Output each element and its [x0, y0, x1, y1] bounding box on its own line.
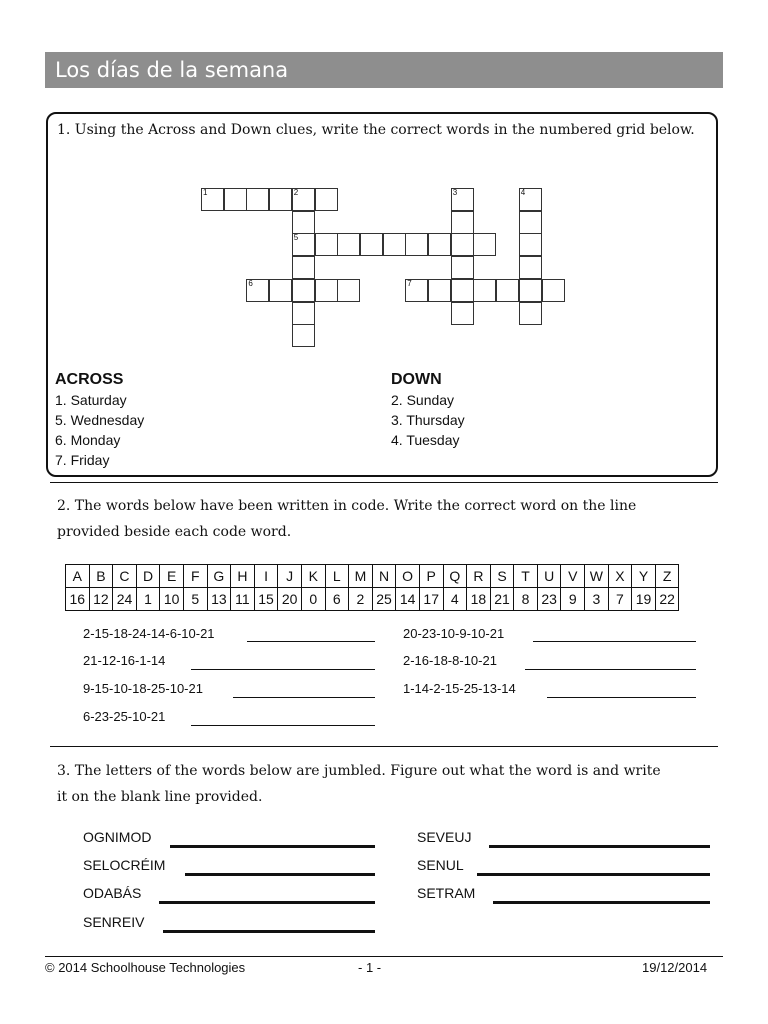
code-letter: F: [183, 565, 207, 588]
section3-instruction-line2: it on the blank line provided.: [57, 789, 263, 805]
code-number: 18: [467, 588, 491, 611]
section-divider: [50, 746, 718, 747]
across-clue: 5. Wednesday: [55, 412, 145, 428]
code-number-row: [66, 588, 679, 611]
jumbled-word: OGNIMOD: [83, 829, 152, 845]
code-letter: Y: [632, 565, 656, 588]
code-number: 14: [396, 588, 420, 611]
jumbled-word: SENUL: [417, 857, 464, 873]
answer-line[interactable]: [191, 725, 375, 726]
section3-instruction-line1: 3. The letters of the words below are jumbled. Figure out what the word is and write: [57, 763, 661, 779]
code-letter: I: [254, 565, 278, 588]
jumbled-word: SEVEUJ: [417, 829, 472, 845]
code-number: 17: [419, 588, 443, 611]
code-letter: J: [278, 565, 302, 588]
crossword-cell[interactable]: [519, 188, 542, 211]
crossword-cell[interactable]: [519, 256, 542, 279]
jumbled-word: ODABÁS: [83, 885, 142, 901]
clue-number: 7: [407, 278, 412, 288]
code-number: 0: [301, 588, 325, 611]
crossword-cell[interactable]: [451, 188, 474, 211]
code-word: 2-15-18-24-14-6-10-21: [83, 626, 215, 641]
answer-line[interactable]: [170, 845, 375, 848]
crossword-cell[interactable]: [224, 188, 247, 211]
code-number: 25: [372, 588, 396, 611]
code-letter: Q: [443, 565, 467, 588]
code-letter: A: [66, 565, 90, 588]
crossword-cell[interactable]: [405, 233, 428, 256]
code-letter: D: [136, 565, 160, 588]
code-letter: B: [89, 565, 113, 588]
answer-line[interactable]: [525, 669, 696, 670]
code-letter: K: [301, 565, 325, 588]
code-number: 22: [655, 588, 679, 611]
crossword-cell[interactable]: [269, 188, 292, 211]
code-word: 1-14-2-15-25-13-14: [403, 681, 516, 696]
answer-line[interactable]: [533, 641, 696, 642]
code-number: 7: [608, 588, 632, 611]
code-number: 3: [585, 588, 609, 611]
across-clue: 1. Saturday: [55, 392, 127, 408]
crossword-cell[interactable]: [383, 233, 406, 256]
crossword-cell[interactable]: [292, 256, 315, 279]
crossword-cell[interactable]: [451, 211, 474, 234]
clue-number: 4: [520, 188, 526, 197]
code-number: 16: [66, 588, 90, 611]
code-letter: S: [490, 565, 514, 588]
answer-line[interactable]: [547, 697, 696, 698]
section1-instruction: 1. Using the Across and Down clues, write the correct words in the numbered grid below.: [57, 122, 695, 138]
answer-line[interactable]: [489, 845, 710, 848]
crossword-cell[interactable]: [519, 279, 542, 302]
crossword-cell[interactable]: [315, 233, 338, 256]
crossword-cell[interactable]: [315, 279, 338, 302]
crossword-cell[interactable]: [496, 279, 519, 302]
code-letter: H: [231, 565, 255, 588]
clue-number: 2: [293, 188, 299, 197]
code-letter: G: [207, 565, 231, 588]
crossword-cell[interactable]: [315, 188, 338, 211]
code-number: 24: [113, 588, 137, 611]
code-letter: W: [585, 565, 609, 588]
footer-date: 19/12/2014: [642, 960, 708, 975]
code-number: 15: [254, 588, 278, 611]
crossword-cell[interactable]: [360, 233, 383, 256]
code-letter: O: [396, 565, 420, 588]
code-number: 19: [632, 588, 656, 611]
crossword-cell[interactable]: [451, 233, 474, 256]
down-clue: 2. Sunday: [391, 392, 455, 408]
page-title: Los días de la semana: [45, 52, 723, 88]
crossword-cell[interactable]: [337, 233, 360, 256]
code-letter: M: [349, 565, 373, 588]
crossword-cell[interactable]: [542, 279, 565, 302]
code-number: 2: [349, 588, 373, 611]
answer-line[interactable]: [247, 641, 375, 642]
crossword-cell[interactable]: [201, 188, 224, 211]
code-letter: P: [419, 565, 443, 588]
crossword-cell[interactable]: [451, 279, 474, 302]
code-word: 2-16-18-8-10-21: [403, 653, 497, 668]
footer-copyright: © 2014 Schoolhouse Technologies: [45, 960, 246, 975]
code-number: 8: [514, 588, 538, 611]
code-word: 20-23-10-9-10-21: [403, 626, 505, 641]
crossword-cell[interactable]: [428, 279, 451, 302]
crossword-cell[interactable]: [451, 256, 474, 279]
code-letter: U: [537, 565, 561, 588]
code-number: 1: [136, 588, 160, 611]
crossword-cell[interactable]: [519, 211, 542, 234]
crossword-cell[interactable]: [428, 233, 451, 256]
down-heading: DOWN: [391, 371, 442, 388]
code-letter: N: [372, 565, 396, 588]
crossword-cell[interactable]: [292, 279, 315, 302]
down-clue: 3. Thursday: [391, 412, 465, 428]
crossword-cell[interactable]: [292, 324, 315, 347]
crossword-cell[interactable]: [292, 302, 315, 325]
answer-line[interactable]: [163, 930, 375, 933]
code-letter: V: [561, 565, 585, 588]
section2-instruction-line2: provided beside each code word.: [57, 524, 292, 540]
section2-instruction-line1: 2. The words below have been written in code. Write the correct word on the line: [57, 498, 637, 514]
code-letter: L: [325, 565, 349, 588]
code-number: 21: [490, 588, 514, 611]
crossword-cell[interactable]: [337, 279, 360, 302]
crossword-cell[interactable]: [473, 233, 496, 256]
code-letter: Z: [655, 565, 679, 588]
code-word: 9-15-10-18-25-10-21: [83, 681, 203, 696]
crossword-cell[interactable]: [519, 302, 542, 325]
answer-line[interactable]: [191, 669, 375, 670]
code-number: 20: [278, 588, 302, 611]
code-letter: E: [160, 565, 184, 588]
code-key-table: [65, 564, 679, 611]
answer-line[interactable]: [233, 697, 375, 698]
code-letter: C: [113, 565, 137, 588]
crossword-cell[interactable]: [473, 279, 496, 302]
code-letter: X: [608, 565, 632, 588]
crossword-cell[interactable]: [246, 188, 269, 211]
jumbled-word: SENREIV: [83, 914, 145, 930]
code-number: 9: [561, 588, 585, 611]
clue-number: 6: [248, 278, 253, 288]
answer-line[interactable]: [477, 873, 710, 876]
down-clue: 4. Tuesday: [391, 432, 460, 448]
crossword-section-box: [46, 112, 718, 477]
code-letter: T: [514, 565, 538, 588]
code-letter-row: [66, 565, 679, 588]
crossword-cell[interactable]: [246, 279, 269, 302]
across-clue: 7. Friday: [55, 452, 110, 468]
crossword-cell[interactable]: [519, 233, 542, 256]
footer-page-number: - 1 -: [358, 960, 382, 975]
answer-line[interactable]: [159, 901, 375, 904]
jumbled-word: SETRAM: [417, 885, 476, 901]
code-number: 12: [89, 588, 113, 611]
crossword-cell[interactable]: [292, 188, 315, 211]
footer-divider: [45, 956, 723, 957]
clue-number: 3: [452, 188, 458, 197]
section-divider: [50, 482, 718, 483]
code-number: 11: [231, 588, 255, 611]
code-number: 4: [443, 588, 467, 611]
crossword-cell[interactable]: [451, 302, 474, 325]
code-number: 10: [160, 588, 184, 611]
jumbled-word: SELOCRÉIM: [83, 857, 166, 873]
code-number: 6: [325, 588, 349, 611]
code-letter: R: [467, 565, 491, 588]
crossword-cell[interactable]: [269, 279, 292, 302]
across-clue: 6. Monday: [55, 432, 121, 448]
crossword-cell[interactable]: [292, 233, 315, 256]
code-number: 13: [207, 588, 231, 611]
crossword-cell[interactable]: [405, 279, 428, 302]
clue-number: 5: [293, 233, 299, 243]
answer-line[interactable]: [493, 901, 710, 904]
code-word: 21-12-16-1-14: [83, 653, 166, 668]
code-number: 23: [537, 588, 561, 611]
code-word: 6-23-25-10-21: [83, 709, 166, 724]
clue-number: 1: [203, 188, 208, 197]
across-heading: ACROSS: [55, 371, 124, 388]
code-number: 5: [183, 588, 207, 611]
answer-line[interactable]: [185, 873, 375, 876]
crossword-cell[interactable]: [292, 211, 315, 234]
